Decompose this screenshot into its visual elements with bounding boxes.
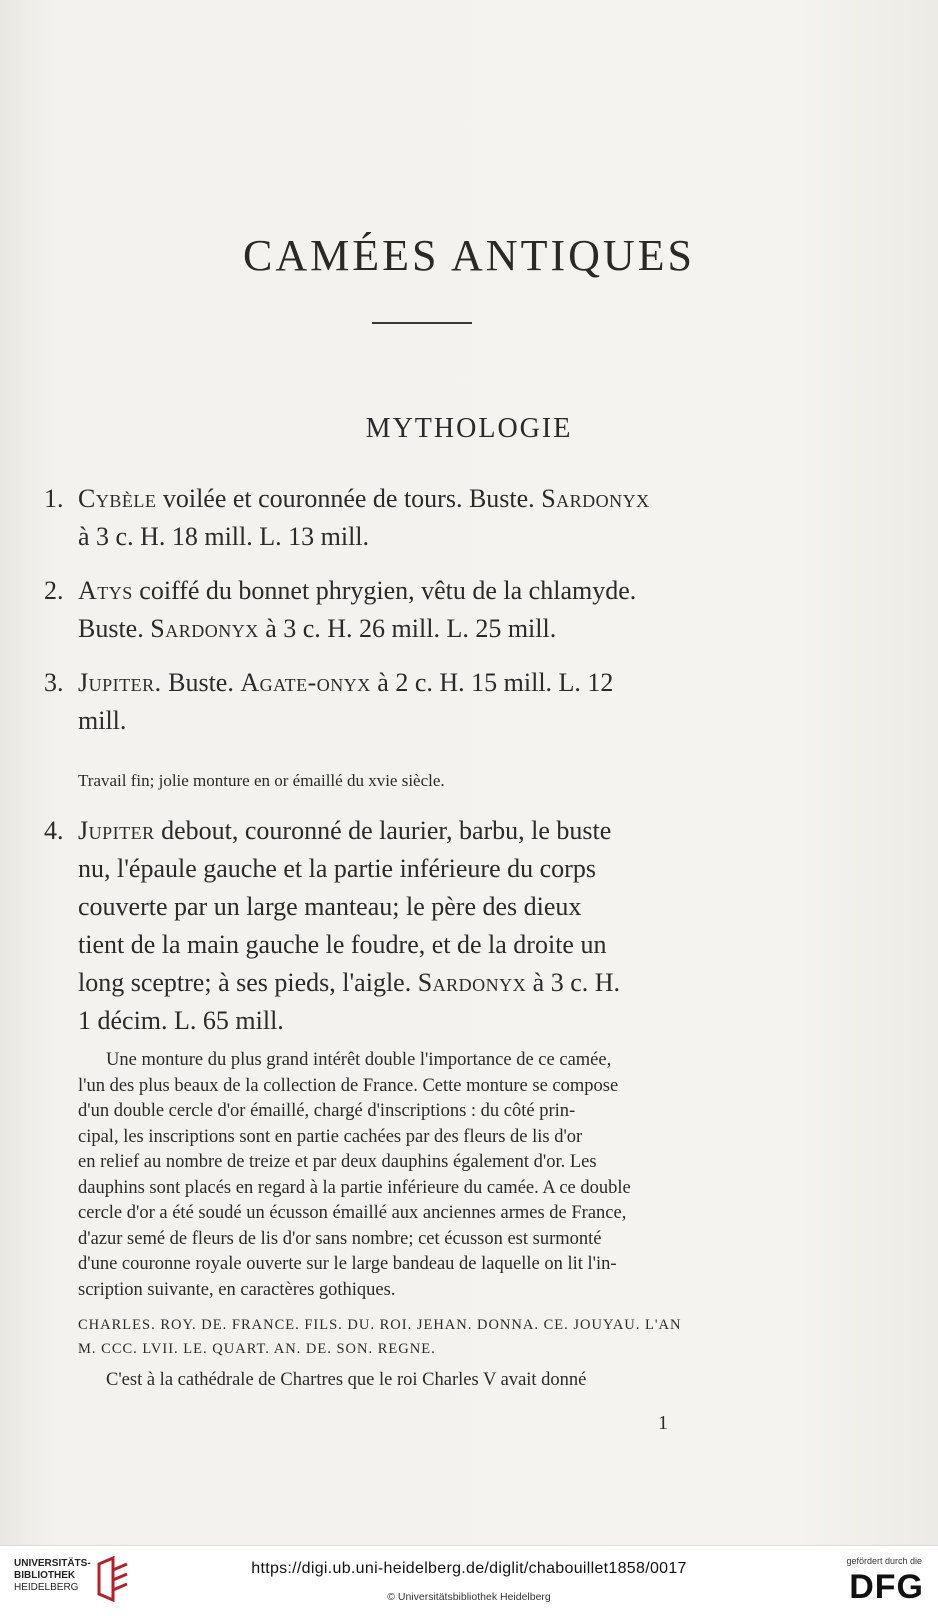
inscription — [78, 1313, 802, 1361]
note-line: cipal, les inscriptions sont en partie cachées par des fleurs de lis d'or — [78, 1126, 583, 1147]
entry-number: 3. — [44, 668, 64, 697]
inscription-line: M. CCC. LVII. LE. QUART. AN. DE. SON. REGNE. — [78, 1341, 436, 1357]
section-heading: MYTHOLOGIE — [365, 413, 573, 444]
inscription-line: CHARLES. ROY. DE. FRANCE. FILS. DU. ROI. JEHAN. DONNA. CE. JOUYAU. L'AN — [78, 1317, 682, 1333]
entry-text: long sceptre; à ses pieds, l'aigle. — [78, 968, 418, 997]
entry-subject: Jupiter — [78, 816, 155, 845]
entry-subject: Atys — [78, 576, 133, 605]
entry-text: à 2 c. H. 15 mill. L. 12 — [370, 668, 614, 697]
title-rule — [372, 322, 472, 324]
page-number: 1 — [658, 1412, 668, 1434]
note-line: d'azur semé de fleurs de lis d'or sans nombre; cet écusson est surmonté — [78, 1228, 602, 1249]
entry-text: debout, couronné de laurier, barbu, le buste — [154, 816, 612, 845]
library-line: UNIVERSITÄTS- — [14, 1558, 91, 1569]
entry-1 — [44, 480, 804, 556]
entry-number: 1. — [44, 484, 64, 513]
entry-subject: Jupiter. — [78, 668, 162, 697]
note-line: d'une couronne royale ouverte sur le large bandeau de laquelle on lit l'in- — [78, 1254, 617, 1274]
entry-material: Sardonyx — [417, 968, 527, 997]
entry-text: tient de la main gauche le foudre, et de la droite un — [78, 930, 607, 959]
entry-text: couverte par un large manteau; le père des dieux — [78, 892, 582, 921]
entry-4 — [44, 812, 804, 1040]
entry-text: à 3 c. H. 26 mill. L. 25 mill. — [258, 614, 557, 643]
entry-material: Sardonyx — [541, 484, 650, 513]
page-title: CAMÉES ANTIQUES — [242, 231, 696, 280]
entry-text: 1 décim. L. 65 mill. — [78, 1006, 284, 1035]
entry-text: Buste. — [161, 668, 241, 697]
entry-2 — [44, 572, 804, 648]
entry-3-note: Travail fin; jolie monture en or émaillé du xvie siècle. — [78, 771, 445, 790]
copyright-text: © Universitätsbibliothek Heidelberg — [387, 1591, 551, 1603]
entry-text: coiffé du bonnet phrygien, vêtu de la chlamyde. — [132, 576, 637, 605]
library-line: HEIDELBERG — [14, 1582, 79, 1593]
dfg-logo[interactable]: DFG — [849, 1568, 924, 1606]
viewer-footer — [0, 1545, 938, 1616]
note-line: l'un des plus beaux de la collection de France. Cette monture se compose — [78, 1075, 619, 1096]
note-line: cercle d'or a été soudé un écusson émaillé aux anciennes armes de France, — [78, 1203, 627, 1223]
entry-text: nu, l'épaule gauche et la partie inférieure du corps — [78, 854, 596, 883]
entry-material: Agate-onyx — [240, 668, 371, 697]
entry-4-note — [78, 1048, 802, 1303]
note-line: Une monture du plus grand intérêt double l'importance de ce camée, — [106, 1050, 612, 1070]
entry-text: à 3 c. H. — [526, 968, 621, 997]
entry-subject: Cybèle — [78, 484, 157, 513]
entry-text: à 3 c. H. 18 mill. L. 13 mill. — [78, 522, 370, 551]
page-url-link[interactable]: https://digi.ub.uni-heidelberg.de/diglit/chabouillet1858/0017 — [251, 1560, 687, 1577]
entry-text: Buste. — [78, 614, 151, 643]
note-line: scription suivante, en caractères gothiques. — [78, 1279, 396, 1300]
entry-number: 2. — [44, 576, 64, 605]
entry-3 — [44, 664, 804, 740]
entry-text: voilée et couronnée de tours. Buste. — [156, 484, 542, 513]
note-line: dauphins sont placés en regard à la partie inférieure du camée. A ce double — [78, 1177, 631, 1198]
entry-material: Sardonyx — [150, 614, 259, 643]
note-line: en relief au nombre de treize et par deux dauphins également d'or. Les — [78, 1152, 597, 1172]
entry-number: 4. — [44, 816, 64, 845]
closing-line: C'est à la cathédrale de Chartres que le roi Charles V avait donné — [106, 1370, 587, 1390]
entry-text: mill. — [78, 706, 127, 735]
note-line: d'un double cercle d'or émaillé, chargé d'inscriptions : du côté prin- — [78, 1101, 576, 1121]
library-line: BIBLIOTHEK — [14, 1570, 76, 1581]
funding-label: gefördert durch die — [846, 1556, 922, 1566]
